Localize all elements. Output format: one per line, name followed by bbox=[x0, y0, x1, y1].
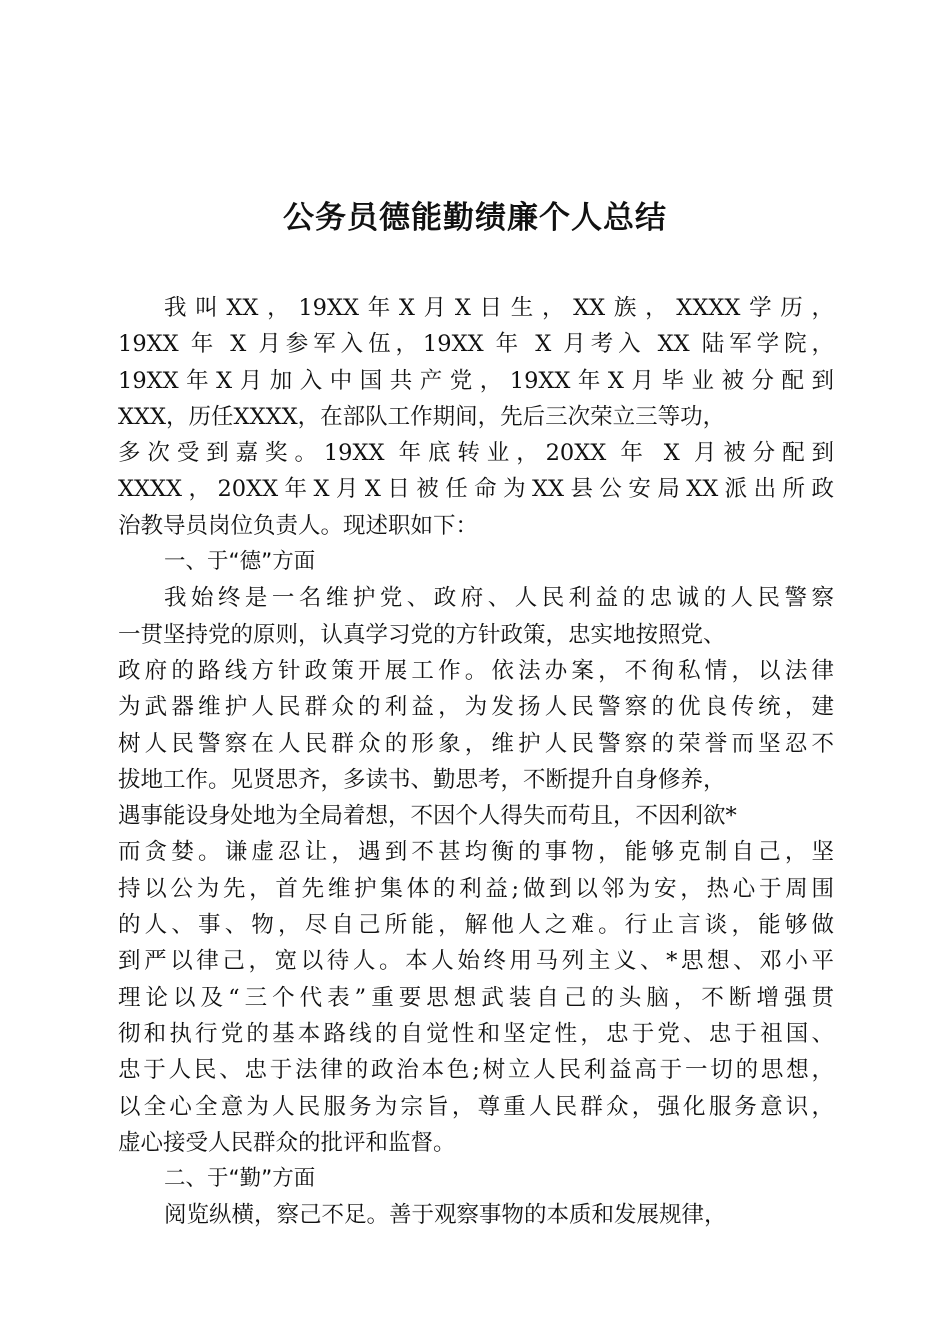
text-line: 的人、事、物，尽自己所能，解他人之难。行止言谈，能够做 bbox=[118, 912, 834, 939]
text-line: 19XX年X月加入中国共产党，19XX年X月毕业被分配到 bbox=[118, 367, 834, 394]
text-line: 阅览纵横，察己不足。善于观察事物的本质和发展规律， bbox=[164, 1202, 727, 1229]
text-line: XXXX，20XX年X月X日被任命为XX县公安局XX派出所政 bbox=[118, 476, 834, 503]
text-line: 彻和执行党的基本路线的自觉性和坚定性，忠于党、忠于祖国、 bbox=[118, 1020, 834, 1047]
document-body bbox=[118, 290, 834, 1234]
text-line: 拔地工作。见贤思齐，多读书、勤思考，不断提升自身修养， bbox=[118, 766, 726, 793]
section-heading-qin: 二、于“勤”方面 bbox=[164, 1166, 316, 1192]
text-line: 树人民警察在人民群众的形象，维护人民警察的荣誉而坚忍不 bbox=[118, 730, 834, 757]
text-line: 多次受到嘉奖。19XX 年底转业，20XX 年 X 月被分配到 bbox=[118, 440, 834, 467]
section-heading-de: 一、于“德”方面 bbox=[164, 549, 316, 575]
text-line: 19XX 年 X 月参军入伍，19XX 年 X 月考入 XX 陆军学院， bbox=[118, 331, 834, 358]
text-line: 以全心全意为人民服务为宗旨，尊重人民群众，强化服务意识， bbox=[118, 1093, 834, 1120]
text-line: 虚心接受人民群众的批评和监督。 bbox=[118, 1129, 456, 1156]
text-line: XXX，历任XXXX，在部队工作期间，先后三次荣立三等功， bbox=[118, 403, 726, 430]
text-line: 我叫XX，19XX年X月X日生，XX族，XXXX学历， bbox=[164, 295, 834, 321]
text-line: 我始终是一名维护党、政府、人民利益的忠诚的人民警察 bbox=[164, 585, 834, 612]
document-title: 公务员德能勤绩廉个人总结 bbox=[283, 200, 667, 236]
text-line: 遇事能设身处地为全局着想，不因个人得失而苟且，不因利欲* bbox=[118, 803, 737, 830]
text-line: 持以公为先，首先维护集体的利益;做到以邻为安，热心于周围 bbox=[118, 875, 834, 902]
text-line: 政府的路线方针政策开展工作。依法办案，不徇私情，以法律 bbox=[118, 657, 834, 684]
text-line: 到严以律己，宽以待人。本人始终用马列主义、*思想、邓小平 bbox=[118, 948, 834, 975]
text-line: 为武器维护人民群众的利益，为发扬人民警察的优良传统，建 bbox=[118, 694, 834, 721]
text-line: 忠于人民、忠于法律的政治本色;树立人民利益高于一切的思想， bbox=[118, 1057, 834, 1084]
text-line: 理论以及“三个代表”重要思想武装自己的头脑，不断增强贯 bbox=[118, 984, 834, 1011]
text-line: 治教导员岗位负责人。现述职如下： bbox=[118, 512, 479, 539]
text-line: 一贯坚持党的原则，认真学习党的方针政策，忠实地按照党、 bbox=[118, 621, 726, 648]
text-line: 而贪婪。谦虚忍让，遇到不甚均衡的事物，能够克制自己，坚 bbox=[118, 839, 834, 866]
